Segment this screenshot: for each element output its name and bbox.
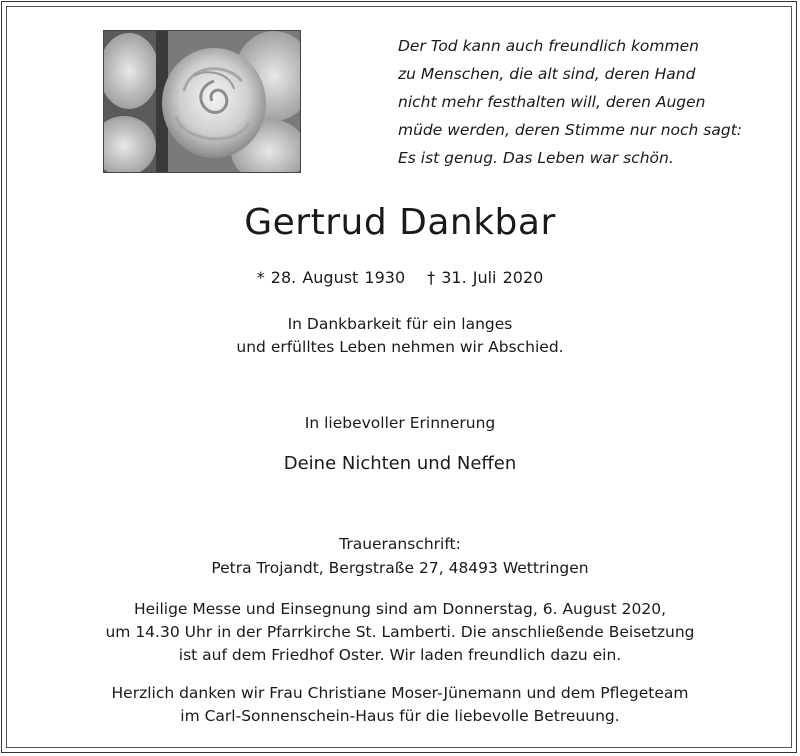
poem-line: müde werden, deren Stimme nur noch sagt: [398,121,743,139]
poem-line: zu Menschen, die alt sind, deren Hand [398,65,696,83]
poem [398,32,788,172]
address: Petra Trojandt, Bergstraße 27, 48493 Wettringen [211,559,589,577]
thanks-line: im Carl-Sonnenschein-Haus für die liebevolle Betreuung. [180,707,620,725]
farewell-text [0,313,800,359]
family-signature: Deine Nichten und Neffen [283,453,517,474]
mass-line: Heilige Messe und Einsegnung sind am Donnerstag, 6. August 2020, [133,600,667,618]
thanks-text [0,682,800,728]
address-label: Traueranschrift: [339,535,461,553]
roses-photo [103,30,301,173]
mass-line: ist auf dem Friedhof Oster. Wir laden freundlich dazu ein. [178,646,622,664]
birth-date: * 28. August 1930 [256,268,406,287]
poem-line: Der Tod kann auch freundlich kommen [398,37,699,55]
mass-line: um 14.30 Uhr in der Pfarrkirche St. Lamberti. Die anschließende Beisetzung [105,623,695,641]
memory-line: In liebevoller Erinnerung [304,414,496,432]
life-dates [0,268,800,287]
poem-line: nicht mehr festhalten will, deren Augen [398,93,706,111]
farewell-line: und erfülltes Leben nehmen wir Abschied. [236,338,564,356]
mass-info [0,598,800,667]
farewell-line: In Dankbarkeit für ein langes [287,315,513,333]
deceased-name: Gertrud Dankbar [244,202,556,243]
thanks-line: Herzlich danken wir Frau Christiane Moser-Jünemann und dem Pflegeteam [111,684,689,702]
poem-line: Es ist genug. Das Leben war schön. [398,149,674,167]
death-date: † 31. Juli 2020 [427,268,544,287]
